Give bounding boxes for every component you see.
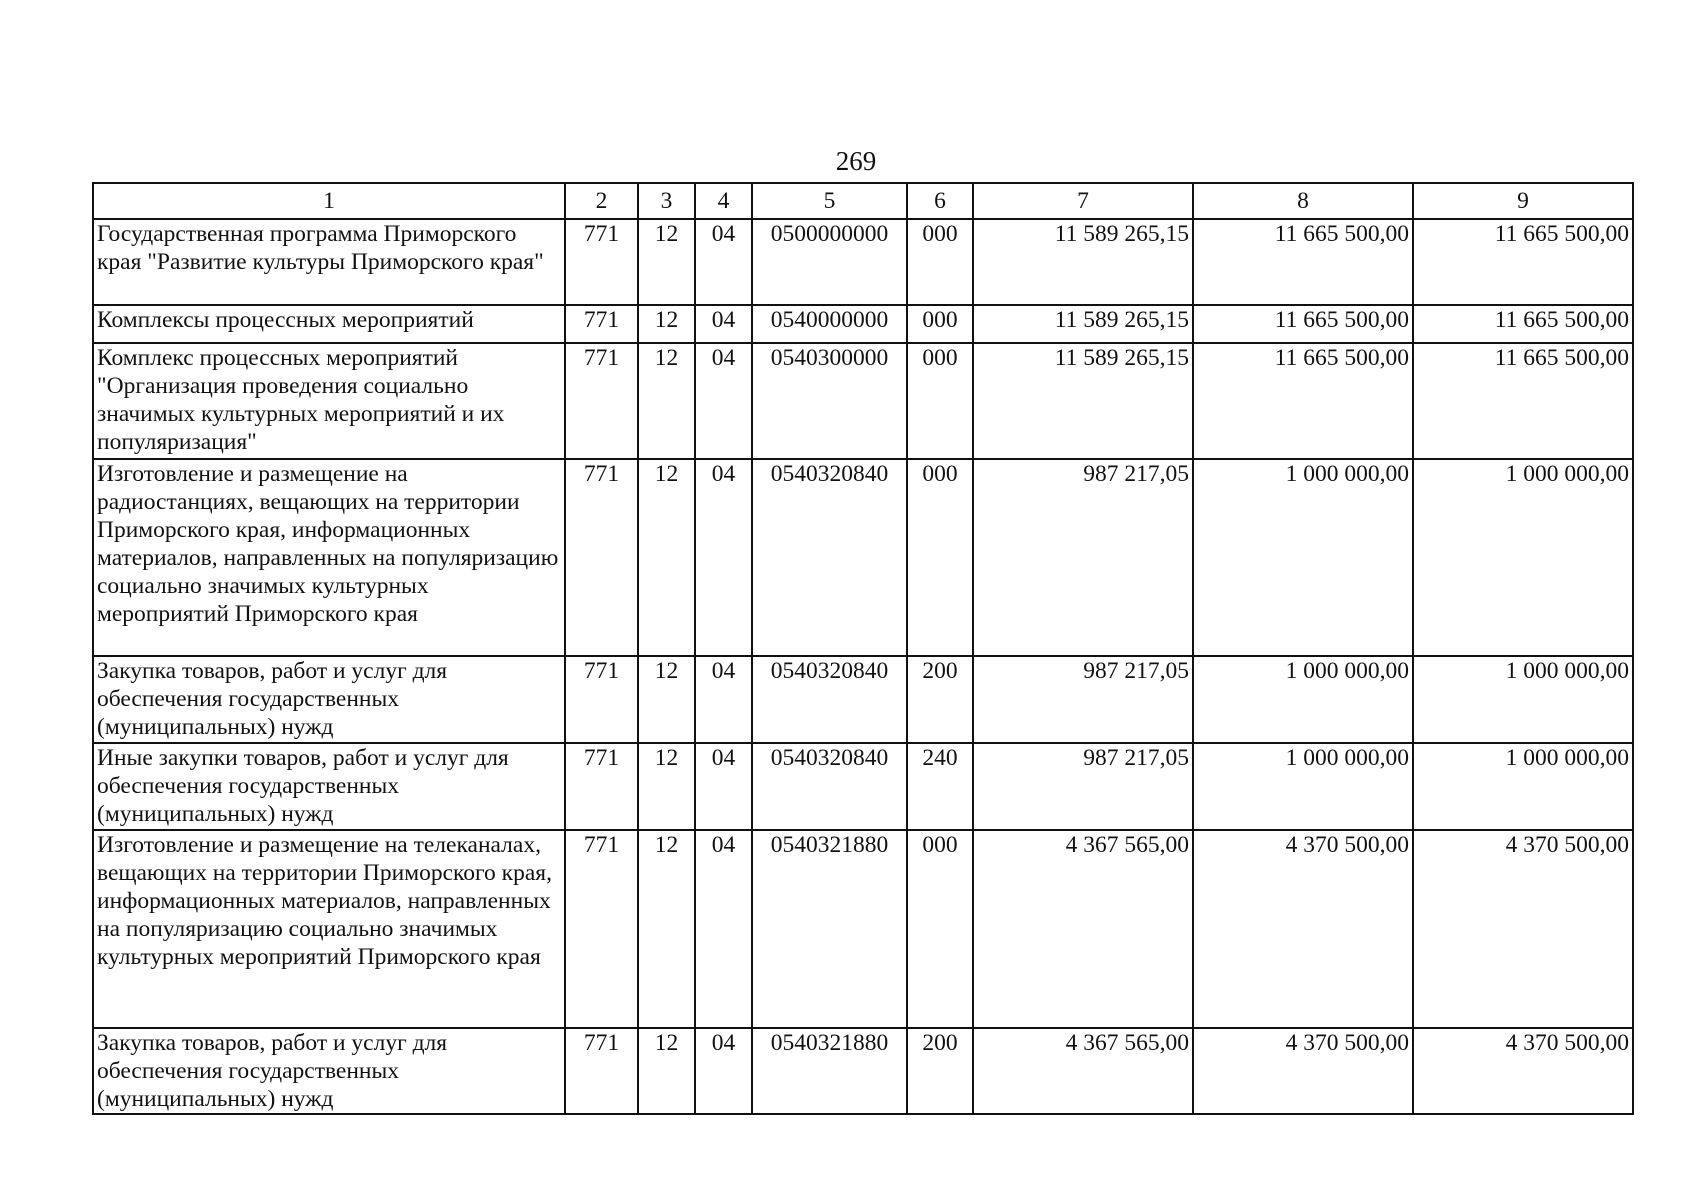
subsection-code: 04 <box>695 743 752 830</box>
column-header: 7 <box>973 183 1193 219</box>
amount-col8: 1 000 000,00 <box>1193 743 1413 830</box>
amount-col9: 4 370 500,00 <box>1413 1028 1633 1114</box>
target-article-code: 0540000000 <box>752 305 907 343</box>
amount-col9: 11 665 500,00 <box>1413 305 1633 343</box>
row-name: Государственная программа Приморского края "Развитие культуры Приморского края" <box>93 219 565 305</box>
row-name: Комплекс процессных мероприятий "Организация проведения социально значимых культурных мероприятий и их популяризация" <box>93 343 565 459</box>
expense-type-code: 000 <box>907 830 973 1028</box>
amount-col8: 1 000 000,00 <box>1193 656 1413 743</box>
expense-type-code: 000 <box>907 219 973 305</box>
page-number: 269 <box>835 146 877 176</box>
row-name: Изготовление и размещение на радиостанциях, вещающих на территории Приморского края, информационных материалов, направленных на популяризацию социально значимых культурных мероприятий Приморского края <box>93 459 565 656</box>
subsection-code: 04 <box>695 305 752 343</box>
amount-col7: 4 367 565,00 <box>973 830 1193 1028</box>
amount-col9: 11 665 500,00 <box>1413 219 1633 305</box>
amount-col7: 11 589 265,15 <box>973 305 1193 343</box>
section-code: 12 <box>638 343 695 459</box>
subsection-code: 04 <box>695 343 752 459</box>
subsection-code: 04 <box>695 219 752 305</box>
table-row <box>93 656 1633 743</box>
column-header: 8 <box>1193 183 1413 219</box>
table-row <box>93 459 1633 656</box>
amount-col8: 11 665 500,00 <box>1193 219 1413 305</box>
column-header: 9 <box>1413 183 1633 219</box>
header-row <box>93 183 1633 219</box>
amount-col8: 11 665 500,00 <box>1193 343 1413 459</box>
ministry-code: 771 <box>565 1028 638 1114</box>
section-code: 12 <box>638 305 695 343</box>
column-header: 4 <box>695 183 752 219</box>
target-article-code: 0540300000 <box>752 343 907 459</box>
subsection-code: 04 <box>695 1028 752 1114</box>
table-row <box>93 219 1633 305</box>
amount-col8: 4 370 500,00 <box>1193 830 1413 1028</box>
expense-type-code: 000 <box>907 343 973 459</box>
ministry-code: 771 <box>565 459 638 656</box>
ministry-code: 771 <box>565 656 638 743</box>
ministry-code: 771 <box>565 305 638 343</box>
subsection-code: 04 <box>695 459 752 656</box>
table-row <box>93 743 1633 830</box>
subsection-code: 04 <box>695 656 752 743</box>
ministry-code: 771 <box>565 830 638 1028</box>
amount-col8: 1 000 000,00 <box>1193 459 1413 656</box>
ministry-code: 771 <box>565 743 638 830</box>
expense-type-code: 000 <box>907 459 973 656</box>
section-code: 12 <box>638 219 695 305</box>
section-code: 12 <box>638 830 695 1028</box>
amount-col9: 1 000 000,00 <box>1413 459 1633 656</box>
amount-col9: 4 370 500,00 <box>1413 830 1633 1028</box>
table-row <box>93 1028 1633 1114</box>
row-name: Закупка товаров, работ и услуг для обеспечения государственных (муниципальных) нужд <box>93 1028 565 1114</box>
table-row <box>93 830 1633 1028</box>
amount-col7: 987 217,05 <box>973 656 1193 743</box>
section-code: 12 <box>638 1028 695 1114</box>
budget-table <box>92 182 1634 1115</box>
expense-type-code: 000 <box>907 305 973 343</box>
row-name: Закупка товаров, работ и услуг для обеспечения государственных (муниципальных) нужд <box>93 656 565 743</box>
column-header: 6 <box>907 183 973 219</box>
amount-col9: 1 000 000,00 <box>1413 743 1633 830</box>
ministry-code: 771 <box>565 219 638 305</box>
column-header: 3 <box>638 183 695 219</box>
amount-col8: 4 370 500,00 <box>1193 1028 1413 1114</box>
ministry-code: 771 <box>565 343 638 459</box>
table-row <box>93 343 1633 459</box>
target-article-code: 0540320840 <box>752 656 907 743</box>
target-article-code: 0540321880 <box>752 1028 907 1114</box>
column-header: 2 <box>565 183 638 219</box>
amount-col7: 987 217,05 <box>973 459 1193 656</box>
row-name: Комплексы процессных мероприятий <box>93 305 565 343</box>
section-code: 12 <box>638 656 695 743</box>
row-name: Иные закупки товаров, работ и услуг для обеспечения государственных (муниципальных) нужд <box>93 743 565 830</box>
expense-type-code: 240 <box>907 743 973 830</box>
row-name: Изготовление и размещение на телеканалах, вещающих на территории Приморского края, информационных материалов, направленных на популяризацию социально значимых культурных мероприятий Приморского края <box>93 830 565 1028</box>
target-article-code: 0540321880 <box>752 830 907 1028</box>
table-row <box>93 305 1633 343</box>
amount-col7: 987 217,05 <box>973 743 1193 830</box>
column-header: 5 <box>752 183 907 219</box>
target-article-code: 0540320840 <box>752 459 907 656</box>
amount-col9: 11 665 500,00 <box>1413 343 1633 459</box>
amount-col9: 1 000 000,00 <box>1413 656 1633 743</box>
section-code: 12 <box>638 459 695 656</box>
expense-type-code: 200 <box>907 656 973 743</box>
column-header: 1 <box>93 183 565 219</box>
target-article-code: 0500000000 <box>752 219 907 305</box>
amount-col7: 11 589 265,15 <box>973 219 1193 305</box>
target-article-code: 0540320840 <box>752 743 907 830</box>
amount-col7: 11 589 265,15 <box>973 343 1193 459</box>
subsection-code: 04 <box>695 830 752 1028</box>
amount-col7: 4 367 565,00 <box>973 1028 1193 1114</box>
amount-col8: 11 665 500,00 <box>1193 305 1413 343</box>
expense-type-code: 200 <box>907 1028 973 1114</box>
section-code: 12 <box>638 743 695 830</box>
